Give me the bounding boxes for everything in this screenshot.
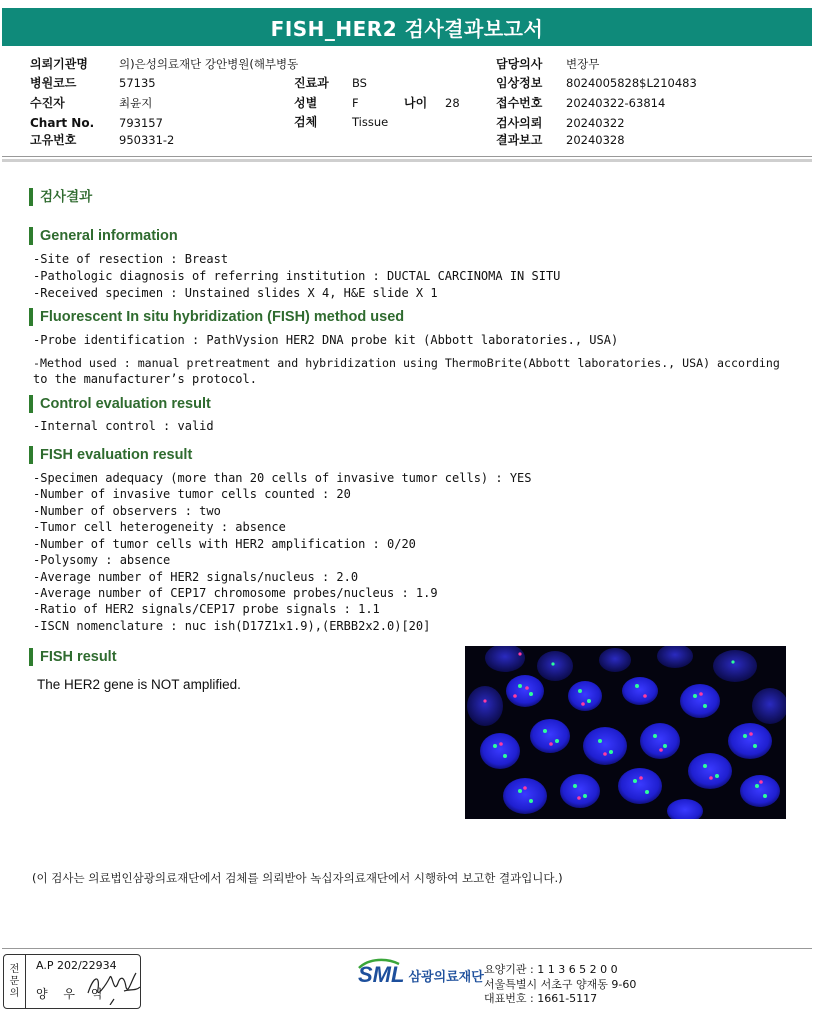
patient-label: 수진자 (30, 96, 65, 110)
fish-micrograph-image (465, 646, 786, 819)
hospital-code-value: 57135 (119, 76, 156, 90)
sml-logo-mark: SML (358, 962, 405, 987)
fish-result-text: The HER2 gene is NOT amplified. (37, 677, 241, 692)
report-title: FISH_HER2 검사결과보고서 (2, 8, 812, 46)
patient-value: 최윤지 (119, 96, 153, 110)
request-date-value: 20240322 (566, 116, 625, 130)
results-heading: 검사결과 (29, 188, 92, 206)
clinical-info-value: 8024005828$L210483 (566, 76, 697, 90)
logo-swoosh-icon (357, 958, 401, 970)
stamp-side-char: 전 (9, 963, 20, 975)
fish-evaluation-heading: FISH evaluation result (29, 446, 192, 464)
specimen-label: 검체 (294, 115, 318, 129)
control-evaluation-heading: Control evaluation result (29, 395, 211, 413)
footnote: (이 검사는 의료법인삼광의료재단에서 검체를 의뢰받아 녹십자의료재단에서 시행하여 보고한 결과입니다.) (32, 871, 563, 885)
header-divider-shadow (2, 159, 812, 162)
receipt-no-value: 20240322-63814 (566, 96, 666, 110)
evaluation-line: -Average number of HER2 signals/nucleus : 2.0 (33, 570, 359, 584)
header-divider (2, 156, 812, 157)
chart-no-value: 793157 (119, 116, 163, 130)
institution-code: 요양기관 : 1 1 3 6 5 2 0 0 (484, 963, 618, 976)
stamp-pathologist-name: 양 우 익 (36, 987, 109, 1001)
unique-id-value: 950331-2 (119, 133, 175, 147)
method-line: -Probe identification : PathVysion HER2 DNA probe kit (Abbott laboratories., USA) (33, 333, 619, 347)
general-info-line: -Pathologic diagnosis of referring institution : DUCTAL CARCINOMA IN SITU (33, 269, 561, 283)
footer-divider (2, 948, 812, 949)
method-line: to the manufacturer’s protocol. (33, 372, 257, 386)
specimen-value: Tissue (352, 115, 389, 129)
report-date-value: 20240328 (566, 133, 625, 147)
evaluation-line: -Ratio of HER2 signals/CEP17 probe signals : 1.1 (33, 602, 380, 616)
department-label: 진료과 (294, 76, 329, 90)
department-value: BS (352, 76, 367, 90)
general-info-line: -Received specimen : Unstained slides X 4, H&E slide X 1 (33, 286, 438, 300)
evaluation-line: -Average number of CEP17 chromosome probes/nucleus : 1.9 (33, 586, 438, 600)
general-info-line: -Site of resection : Breast (33, 252, 229, 266)
institution-label: 의뢰기관명 (30, 57, 88, 71)
evaluation-line: -Tumor cell heterogeneity : absence (33, 520, 286, 534)
sex-value: F (352, 96, 359, 110)
evaluation-line: -Number of observers : two (33, 504, 221, 518)
stamp-ap-number: A.P 202/22934 (36, 959, 117, 972)
institution-value: 의)은성의료재단 강안병원(해부병동 (119, 57, 299, 71)
evaluation-line: -Polysomy : absence (33, 553, 171, 567)
method-line: -Method used : manual pretreatment and hybridization using ThermoBrite(Abbott laboratories., USA) according (33, 356, 780, 370)
receipt-no-label: 접수번호 (496, 96, 543, 110)
sml-logo-text: 삼광의료재단 (408, 969, 484, 985)
signature-icon (84, 965, 144, 1005)
stamp-side-label (4, 955, 26, 1008)
age-value: 28 (445, 96, 460, 110)
age-label: 나이 (404, 96, 428, 110)
address: 서울특별시 서초구 양재동 9-60 (484, 978, 637, 991)
clinical-info-label: 임상정보 (496, 76, 543, 90)
pathologist-stamp (3, 954, 141, 1009)
evaluation-line: -Number of invasive tumor cells counted : 20 (33, 487, 351, 501)
phone-number: 대표번호 : 1661-5117 (484, 992, 598, 1005)
request-date-label: 검사의뢰 (496, 116, 543, 130)
doctor-value: 변장무 (566, 57, 600, 71)
unique-id-label: 고유번호 (30, 133, 77, 147)
report-date-label: 결과보고 (496, 133, 543, 147)
sex-label: 성별 (294, 96, 318, 110)
stamp-side-char: 문 (9, 975, 20, 987)
fish-result-heading: FISH result (29, 648, 117, 666)
hospital-code-label: 병원코드 (30, 76, 77, 90)
stamp-side-char: 의 (9, 987, 20, 999)
doctor-label: 담당의사 (496, 57, 543, 71)
evaluation-line: -Specimen adequacy (more than 20 cells of invasive tumor cells) : YES (33, 471, 532, 485)
chart-no-label: Chart No. (30, 116, 95, 130)
fish-method-heading: Fluorescent In situ hybridization (FISH) method used (29, 308, 404, 326)
general-info-heading: General information (29, 227, 178, 245)
evaluation-line: -Number of tumor cells with HER2 amplification : 0/20 (33, 537, 416, 551)
evaluation-line: -ISCN nomenclature : nuc ish(D17Z1x1.9),(ERBB2x2.0)[20] (33, 619, 431, 633)
control-line: -Internal control : valid (33, 419, 214, 433)
